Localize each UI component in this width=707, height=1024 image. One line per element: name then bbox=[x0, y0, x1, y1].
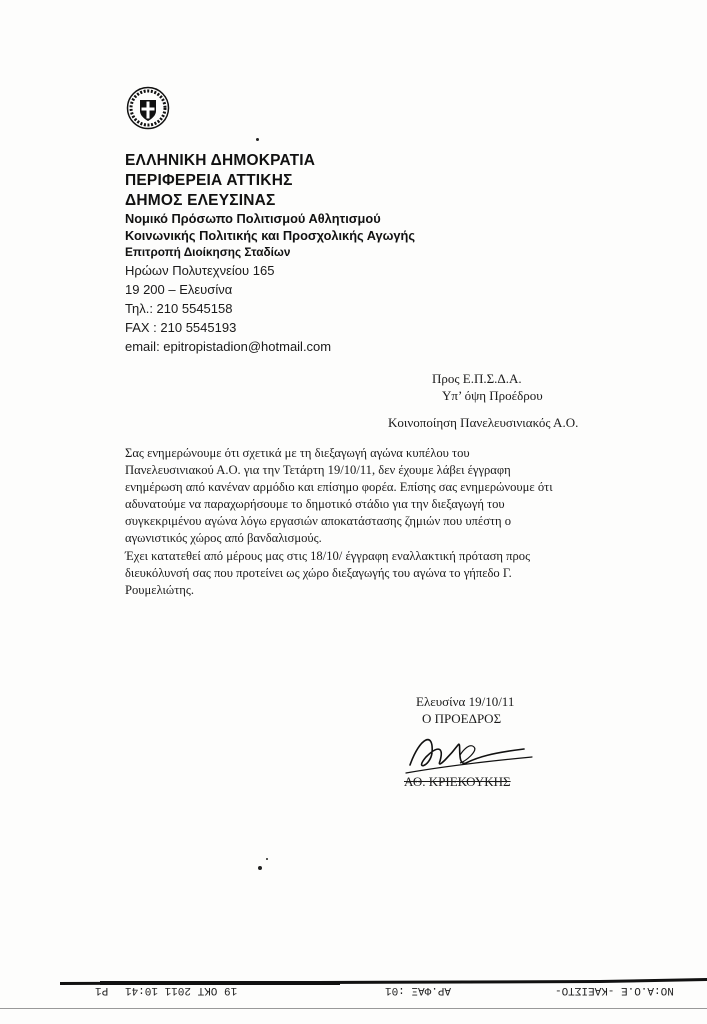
closing-place-date: Ελευσίνα 19/10/11 bbox=[416, 694, 515, 709]
body-line: ενημέρωση από κανέναν αρμόδιο και επίσημο φορέα. Επίσης σας ενημερώνουμε ότι bbox=[125, 480, 553, 494]
scan-speck bbox=[256, 138, 259, 141]
recipient-cc: Κοινοποίηση Πανελευσινιακός Α.Ο. bbox=[388, 415, 579, 430]
body-line: αδυνατούμε να παραχωρήσουμε το δημοτικό στάδιο για την διεξαγωγή του bbox=[125, 497, 505, 511]
body-line: Πανελευσινιακού Α.Ο. για την Τετάρτη 19/10/11, δεν έχουμε λάβει έγγραφη bbox=[125, 463, 511, 477]
sender-email: email: epitropistadion@hotmail.com bbox=[125, 339, 332, 354]
fax-page-number: P1 bbox=[95, 984, 109, 996]
body-line: Σας ενημερώνουμε ότι σχετικά με τη διεξαγωγή αγώνα κυπέλου του bbox=[125, 446, 470, 460]
scan-speck bbox=[258, 866, 262, 870]
body-line: Ρουμελιώτης. bbox=[125, 583, 194, 597]
fax-sender-id: NO:A.O.E -ΚΑΕΙΣΤΟ- bbox=[555, 984, 674, 996]
greek-emblem-icon bbox=[126, 86, 170, 130]
fax-datetime: 19 OKT 2011 10:41 bbox=[125, 984, 238, 996]
body-line: Έχει κατατεθεί από μέρους μας στις 18/10/ έγγραφη εναλλακτική πρόταση προς bbox=[125, 549, 531, 563]
header-municipality: ΔΗΜΟΣ ΕΛΕΥΣΙΝΑΣ bbox=[125, 192, 276, 209]
recipient-to: Προς Ε.Π.Σ.Δ.Α. bbox=[432, 371, 522, 386]
header-org-line3: Επιτροπή Διοίκησης Σταδίων bbox=[125, 245, 291, 259]
header-state: ΕΛΛΗΝΙΚΗ ΔΗΜΟΚΡΑΤΙΑ bbox=[125, 152, 316, 169]
fax-number: AP.ΦΑΞ :01 bbox=[385, 984, 452, 996]
header-org-line2: Κοινωνικής Πολιτικής και Προσχολικής Αγωγής bbox=[125, 228, 416, 243]
header-org-line1: Νομικό Πρόσωπο Πολιτισμού Αθλητισμού bbox=[125, 211, 381, 226]
body-line: διευκόλυνσή σας που προτείνει ως χώρο διεξαγωγής του αγώνα το γήπεδο Γ. bbox=[125, 566, 512, 580]
scan-speck bbox=[266, 858, 268, 860]
sender-postal: 19 200 – Ελευσίνα bbox=[125, 282, 233, 297]
sender-address: Ηρώων Πολυτεχνείου 165 bbox=[125, 263, 275, 278]
closing-name: ΑΘ. ΚΡΙΕΚΟΥΚΗΣ bbox=[404, 774, 511, 789]
sender-fax: FAX : 210 5545193 bbox=[125, 320, 237, 335]
body-line: συγκεκριμένου αγώνα λόγω εργασιών αποκατάστασης ζημιών που υπέστη ο bbox=[125, 514, 512, 528]
recipient-attention: Υπ’ όψη Προέδρου bbox=[442, 388, 543, 403]
header-region: ΠΕΡΙΦΕΡΕΙΑ ΑΤΤΙΚΗΣ bbox=[125, 172, 293, 189]
closing-title: Ο ΠΡΟΕΔΡΟΣ bbox=[422, 711, 502, 726]
sender-phone: Τηλ.: 210 5545158 bbox=[125, 301, 233, 316]
body-line: αγωνιστικός χώρος από βανδαλισμούς. bbox=[125, 531, 322, 545]
